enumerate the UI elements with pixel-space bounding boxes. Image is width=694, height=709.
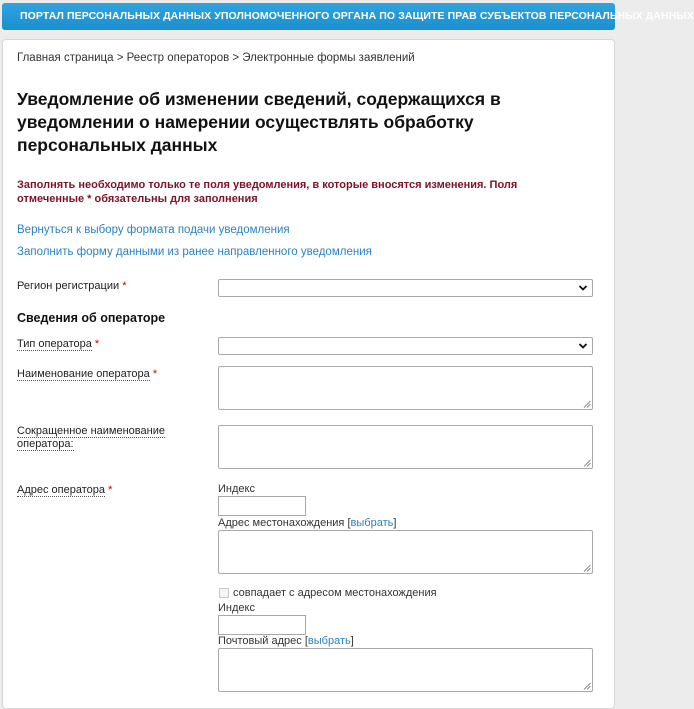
operator-section-title: Сведения об операторе: [17, 311, 166, 325]
resize-grip-icon[interactable]: [583, 400, 591, 408]
choose-location-link[interactable]: выбрать: [350, 517, 394, 529]
location-address-label-text: Адрес местонахождения: [218, 517, 345, 529]
resize-grip-icon[interactable]: [583, 682, 591, 690]
location-address-textarea[interactable]: [218, 530, 593, 574]
index-label: Индекс: [218, 483, 255, 495]
operator-type-label: [17, 338, 99, 350]
short-name-textarea[interactable]: [218, 425, 593, 469]
postal-index-label: Индекс: [218, 602, 255, 614]
operator-name-label-text: Наименование оператора: [17, 368, 150, 380]
required-mark: *: [108, 484, 113, 496]
required-mark: *: [94, 338, 100, 350]
address-label: [17, 484, 112, 496]
postal-index-input[interactable]: [218, 615, 306, 635]
required-fields-notice: Заполнять необходимо только те поля уведомления, в которые вносятся изменения. Поля отмеченные * обязательны для заполнения: [17, 179, 518, 205]
short-name-label-text: Сокращенное наименование оператора:: [17, 425, 165, 450]
main-card: [2, 39, 615, 709]
postal-address-label-text: Почтовый адрес: [218, 635, 302, 647]
same-address-label: совпадает с адресом местонахождения: [233, 587, 437, 599]
resize-grip-icon[interactable]: [583, 564, 591, 572]
portal-banner: ПОРТАЛ ПЕРСОНАЛЬНЫХ ДАННЫХ УПОЛНОМОЧЕННОГО ОРГАНА ПО ЗАЩИТЕ ПРАВ СУБЪЕКТОВ ПЕРСОНАЛЬНЫХ ДАННЫХ: [2, 3, 615, 30]
postal-address-textarea[interactable]: [218, 648, 593, 692]
choose-postal-link[interactable]: выбрать: [307, 635, 351, 647]
resize-grip-icon[interactable]: [583, 459, 591, 467]
required-mark: *: [122, 280, 127, 292]
region-label: [17, 280, 126, 292]
back-to-format-link[interactable]: Вернуться к выбору формата подачи уведомления: [17, 224, 290, 236]
postal-address-label: Почтовый адрес [выбрать]: [218, 635, 354, 647]
region-select[interactable]: [218, 279, 593, 297]
short-name-label: [17, 425, 182, 451]
operator-name-label: [17, 368, 157, 380]
index-input[interactable]: [218, 496, 306, 516]
region-label-text: Регион регистрации: [17, 280, 120, 292]
operator-type-label-text: Тип оператора: [17, 338, 92, 350]
operator-name-textarea[interactable]: [218, 366, 593, 410]
page-title: Уведомление об изменении сведений, содержащихся в уведомлении о намерении осуществлять обработку персональных данных: [17, 89, 501, 155]
breadcrumb: Главная страница > Реестр операторов > Электронные формы заявлений: [17, 52, 415, 64]
location-address-label: Адрес местонахождения [выбрать]: [218, 517, 397, 529]
same-address-checkbox[interactable]: [219, 588, 229, 598]
address-label-text: Адрес оператора: [17, 484, 105, 496]
operator-type-select[interactable]: [218, 337, 593, 355]
chevron-down-icon: [578, 341, 588, 351]
chevron-down-icon: [578, 283, 588, 293]
fill-from-previous-link[interactable]: Заполнить форму данными из ранее направленного уведомления: [17, 246, 372, 258]
required-mark: *: [152, 368, 158, 380]
